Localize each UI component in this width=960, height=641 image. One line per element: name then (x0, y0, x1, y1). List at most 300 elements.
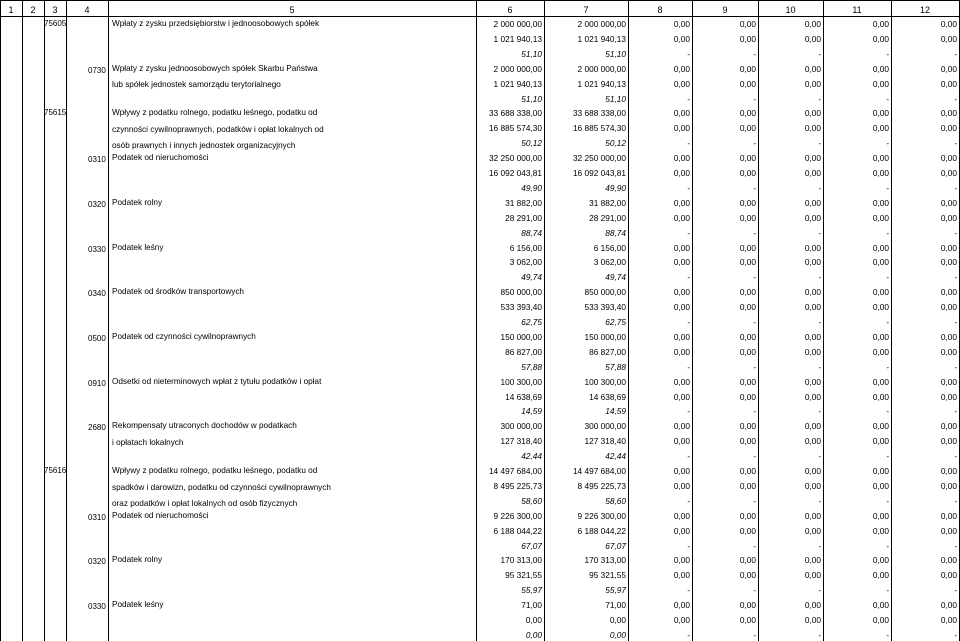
percent-value: - (687, 227, 690, 238)
percent-value: - (687, 361, 690, 372)
percent-value: 42,44 (605, 451, 626, 462)
percent-value: - (753, 495, 756, 506)
percent-value: 58,60 (521, 495, 542, 506)
row-description: oraz podatków i opłat lokalnych od osób fizycznych (112, 499, 298, 508)
execution-value: 0,00 (804, 302, 821, 313)
execution-value: 0,00 (940, 78, 957, 89)
percent-value: - (954, 227, 957, 238)
paragraph-code: 0320 (88, 199, 106, 209)
paragraph-code: 0330 (88, 244, 106, 254)
plan-value: 0,00 (739, 331, 756, 342)
execution-value: 0,00 (940, 615, 957, 625)
execution-value: 16 885 574,30 (572, 123, 626, 134)
percent-value: - (818, 93, 821, 104)
percent-value: 67,07 (605, 540, 626, 551)
plan-value: 0,00 (673, 153, 690, 164)
execution-value: 0,00 (804, 480, 821, 491)
execution-value: 3 062,00 (509, 257, 542, 268)
plan-value: 2 000 000,00 (493, 63, 542, 74)
execution-value: 0,00 (673, 391, 690, 402)
plan-value: 300 000,00 (584, 421, 626, 432)
percent-value: - (818, 406, 821, 417)
column-divider (22, 0, 23, 641)
percent-value: 42,44 (521, 451, 542, 462)
plan-value: 0,00 (739, 376, 756, 387)
plan-value: 0,00 (673, 466, 690, 476)
percent-value: - (954, 272, 957, 283)
percent-value: 51,10 (605, 93, 626, 104)
percent-value: - (753, 138, 756, 149)
execution-value: 16 885 574,30 (488, 123, 542, 134)
plan-value: 0,00 (940, 421, 957, 432)
plan-value: 31 882,00 (505, 197, 542, 208)
percent-value: - (954, 629, 957, 640)
execution-value: 0,00 (872, 78, 889, 89)
plan-value: 0,00 (804, 242, 821, 253)
execution-value: 0,00 (872, 391, 889, 402)
percent-value: 57,88 (521, 361, 542, 372)
percent-value: 62,75 (605, 317, 626, 327)
execution-value: 0,00 (673, 257, 690, 268)
execution-value: 0,00 (673, 302, 690, 313)
plan-value: 0,00 (673, 197, 690, 208)
plan-value: 33 688 338,00 (488, 108, 542, 119)
row-description: osób prawnych i innych jednostek organizacyjnych (112, 141, 296, 151)
percent-value: 88,74 (605, 227, 626, 238)
plan-value: 0,00 (739, 421, 756, 432)
execution-value: 127 318,40 (500, 436, 542, 447)
percent-value: 49,90 (521, 182, 542, 193)
plan-value: 170 313,00 (500, 555, 542, 566)
row-description: Podatek od nieruchomości (112, 510, 209, 520)
percent-value: - (886, 227, 889, 238)
column-header: 11 (852, 5, 862, 15)
row-description: i opłatach lokalnych (112, 437, 184, 447)
plan-value: 71,00 (605, 600, 626, 611)
percent-value: 58,60 (605, 495, 626, 506)
percent-value: 0,00 (609, 629, 626, 640)
execution-value: 0,00 (804, 615, 821, 625)
plan-value: 0,00 (739, 287, 756, 298)
plan-value: 100 300,00 (584, 376, 626, 387)
plan-value: 0,00 (673, 242, 690, 253)
percent-value: - (886, 182, 889, 193)
percent-value: 49,74 (521, 272, 542, 283)
execution-value: 0,00 (673, 525, 690, 536)
plan-value: 0,00 (739, 466, 756, 476)
plan-value: 0,00 (804, 63, 821, 74)
plan-value: 0,00 (872, 287, 889, 298)
plan-value: 850 000,00 (500, 287, 542, 298)
percent-value: 51,10 (521, 48, 542, 59)
paragraph-code: 0310 (88, 512, 106, 522)
percent-value: - (818, 182, 821, 193)
execution-value: 0,00 (739, 436, 756, 447)
plan-value: 0,00 (872, 63, 889, 74)
plan-value: 32 250 000,00 (572, 153, 626, 164)
execution-value: 0,00 (673, 123, 690, 134)
execution-value: 0,00 (872, 302, 889, 313)
plan-value: 31 882,00 (589, 197, 626, 208)
percent-value: - (687, 138, 690, 149)
percent-value: - (687, 182, 690, 193)
paragraph-code: 0310 (88, 155, 106, 165)
plan-value: 0,00 (673, 108, 690, 119)
percent-value: - (687, 48, 690, 59)
execution-value: 0,00 (804, 78, 821, 89)
percent-value: - (954, 138, 957, 149)
percent-value: - (818, 451, 821, 462)
column-header: 7 (583, 5, 589, 15)
row-description: Podatek od nieruchomości (112, 153, 209, 163)
execution-value: 0,00 (804, 33, 821, 44)
execution-value: 0,00 (739, 123, 756, 134)
percent-value: - (886, 317, 889, 327)
percent-value: - (886, 48, 889, 59)
percent-value: - (886, 406, 889, 417)
execution-value: 0,00 (739, 33, 756, 44)
column-divider (0, 0, 1, 641)
percent-value: - (954, 361, 957, 372)
plan-value: 6 156,00 (593, 242, 626, 253)
percent-value: 67,07 (521, 540, 542, 551)
execution-value: 0,00 (872, 212, 889, 223)
plan-value: 0,00 (804, 421, 821, 432)
execution-value: 0,00 (872, 257, 889, 268)
percent-value: - (753, 317, 756, 327)
execution-value: 0,00 (872, 615, 889, 625)
execution-value: 1 021 940,13 (577, 33, 626, 44)
percent-value: - (954, 495, 957, 506)
percent-value: 55,97 (605, 585, 626, 596)
execution-value: 0,00 (673, 436, 690, 447)
plan-value: 0,00 (739, 600, 756, 611)
column-header: 1 (8, 5, 14, 15)
paragraph-code: 0730 (88, 65, 106, 75)
plan-value: 0,00 (940, 510, 957, 521)
execution-value: 0,00 (804, 168, 821, 178)
paragraph-code: 0500 (88, 333, 106, 343)
plan-value: 0,00 (804, 287, 821, 298)
percent-value: - (687, 93, 690, 104)
percent-value: - (687, 451, 690, 462)
plan-value: 100 300,00 (500, 376, 542, 387)
execution-value: 0,00 (673, 615, 690, 625)
plan-value: 0,00 (940, 242, 957, 253)
percent-value: - (753, 227, 756, 238)
execution-value: 14 638,69 (505, 391, 542, 402)
plan-value: 0,00 (673, 19, 690, 29)
plan-value: 0,00 (673, 421, 690, 432)
plan-value: 0,00 (804, 466, 821, 476)
plan-value: 0,00 (940, 376, 957, 387)
execution-value: 0,00 (739, 212, 756, 223)
column-header: 9 (722, 5, 728, 15)
percent-value: - (818, 272, 821, 283)
percent-value: 62,75 (521, 317, 542, 327)
percent-value: - (818, 317, 821, 327)
execution-value: 95 321,55 (589, 570, 626, 581)
execution-value: 0,00 (739, 525, 756, 536)
plan-value: 32 250 000,00 (488, 153, 542, 164)
plan-value: 0,00 (673, 376, 690, 387)
execution-value: 0,00 (940, 33, 957, 44)
row-description: Podatek leśny (112, 242, 164, 252)
percent-value: - (687, 406, 690, 417)
plan-value: 0,00 (739, 242, 756, 253)
percent-value: - (886, 585, 889, 596)
execution-value: 0,00 (940, 391, 957, 402)
row-description: Wpływy z podatku rolnego, podatku leśnego, podatku od (112, 466, 318, 475)
plan-value: 0,00 (673, 600, 690, 611)
plan-value: 0,00 (940, 466, 957, 476)
execution-value: 0,00 (872, 168, 889, 178)
execution-value: 0,00 (940, 168, 957, 178)
percent-value: - (886, 629, 889, 640)
row-description: czynności cywilnoprawnych, podatków i opłat lokalnych od (112, 124, 324, 134)
percent-value: - (954, 540, 957, 551)
plan-value: 0,00 (804, 376, 821, 387)
row-description: Podatek rolny (112, 197, 163, 207)
plan-value: 0,00 (872, 600, 889, 611)
percent-value: 50,12 (521, 138, 542, 149)
row-description: Podatek leśny (112, 600, 164, 610)
execution-value: 0,00 (739, 570, 756, 581)
plan-value: 0,00 (872, 331, 889, 342)
plan-value: 0,00 (804, 108, 821, 119)
execution-value: 127 318,40 (584, 436, 626, 447)
execution-value: 86 827,00 (589, 346, 626, 357)
percent-value: - (753, 182, 756, 193)
plan-value: 2 000 000,00 (493, 19, 542, 29)
execution-value: 28 291,00 (589, 212, 626, 223)
plan-value: 0,00 (804, 197, 821, 208)
row-description: Podatek od środków transportowych (112, 287, 244, 297)
plan-value: 150 000,00 (500, 331, 542, 342)
execution-value: 0,00 (872, 33, 889, 44)
execution-value: 533 393,40 (500, 302, 542, 313)
plan-value: 0,00 (739, 555, 756, 566)
percent-value: - (687, 317, 690, 327)
execution-value: 0,00 (872, 570, 889, 581)
plan-value: 300 000,00 (500, 421, 542, 432)
plan-value: 71,00 (521, 600, 542, 611)
plan-value: 0,00 (872, 108, 889, 119)
column-header: 12 (919, 5, 930, 15)
execution-value: 0,00 (940, 123, 957, 134)
percent-value: - (954, 48, 957, 59)
plan-value: 0,00 (804, 555, 821, 566)
paragraph-code: 0910 (88, 378, 106, 388)
plan-value: 0,00 (940, 108, 957, 119)
plan-value: 0,00 (872, 19, 889, 29)
execution-value: 16 092 043,81 (488, 168, 542, 178)
plan-value: 0,00 (872, 376, 889, 387)
plan-value: 0,00 (940, 19, 957, 29)
plan-value: 6 156,00 (509, 242, 542, 253)
plan-value: 0,00 (940, 63, 957, 74)
column-header: 4 (84, 5, 90, 15)
execution-value: 0,00 (739, 346, 756, 357)
plan-value: 0,00 (739, 153, 756, 164)
execution-value: 0,00 (739, 615, 756, 625)
execution-value: 0,00 (872, 123, 889, 134)
percent-value: - (818, 138, 821, 149)
percent-value: 14,59 (521, 406, 542, 417)
percent-value: - (886, 540, 889, 551)
header-border (0, 16, 960, 17)
execution-value: 1 021 940,13 (493, 33, 542, 44)
execution-value: 533 393,40 (584, 302, 626, 313)
plan-value: 0,00 (940, 331, 957, 342)
plan-value: 0,00 (739, 63, 756, 74)
execution-value: 3 062,00 (593, 257, 626, 268)
plan-value: 0,00 (940, 287, 957, 298)
percent-value: - (753, 629, 756, 640)
plan-value: 0,00 (673, 331, 690, 342)
column-divider (823, 0, 824, 641)
execution-value: 95 321,55 (505, 570, 542, 581)
column-divider (66, 0, 67, 641)
percent-value: - (954, 317, 957, 327)
percent-value: 51,10 (605, 48, 626, 59)
percent-value: - (954, 182, 957, 193)
percent-value: 0,00 (525, 629, 542, 640)
percent-value: - (753, 272, 756, 283)
percent-value: 49,74 (605, 272, 626, 283)
plan-value: 0,00 (673, 555, 690, 566)
execution-value: 0,00 (804, 212, 821, 223)
execution-value: 1 021 940,13 (493, 78, 542, 89)
plan-value: 2 000 000,00 (577, 19, 626, 29)
execution-value: 6 188 044,22 (577, 525, 626, 536)
execution-value: 1 021 940,13 (577, 78, 626, 89)
plan-value: 0,00 (739, 197, 756, 208)
percent-value: - (886, 138, 889, 149)
execution-value: 0,00 (940, 480, 957, 491)
execution-value: 0,00 (673, 212, 690, 223)
plan-value: 170 313,00 (584, 555, 626, 566)
execution-value: 0,00 (739, 302, 756, 313)
execution-value: 0,00 (872, 436, 889, 447)
execution-value: 16 092 043,81 (572, 168, 626, 178)
execution-value: 0,00 (739, 78, 756, 89)
execution-value: 0,00 (804, 346, 821, 357)
column-header: 10 (785, 5, 796, 15)
percent-value: - (687, 585, 690, 596)
plan-value: 0,00 (872, 466, 889, 476)
plan-value: 0,00 (940, 197, 957, 208)
plan-value: 0,00 (940, 555, 957, 566)
column-header: 2 (30, 5, 36, 15)
percent-value: 88,74 (521, 227, 542, 238)
execution-value: 0,00 (673, 480, 690, 491)
plan-value: 14 497 684,00 (488, 466, 542, 476)
plan-value: 0,00 (673, 510, 690, 521)
execution-value: 8 495 225,73 (577, 480, 626, 491)
percent-value: - (886, 451, 889, 462)
execution-value: 0,00 (739, 168, 756, 178)
column-header: 8 (657, 5, 663, 15)
paragraph-code: 2680 (88, 423, 106, 433)
percent-value: - (753, 451, 756, 462)
execution-value: 0,00 (739, 480, 756, 491)
plan-value: 14 497 684,00 (572, 466, 626, 476)
percent-value: - (818, 495, 821, 506)
percent-value: - (818, 361, 821, 372)
execution-value: 0,00 (804, 525, 821, 536)
column-divider (891, 0, 892, 641)
plan-value: 0,00 (872, 197, 889, 208)
execution-value: 0,00 (673, 33, 690, 44)
percent-value: - (687, 540, 690, 551)
execution-value: 0,00 (804, 436, 821, 447)
row-description: Rekompensaty utraconych dochodów w podatkach (112, 421, 297, 431)
execution-value: 0,00 (804, 570, 821, 581)
execution-value: 0,00 (940, 525, 957, 536)
percent-value: - (818, 227, 821, 238)
execution-value: 0,00 (940, 346, 957, 357)
execution-value: 6 188 044,22 (493, 525, 542, 536)
percent-value: - (818, 48, 821, 59)
percent-value: - (753, 540, 756, 551)
percent-value: - (818, 585, 821, 596)
execution-value: 0,00 (739, 391, 756, 402)
column-divider (544, 0, 545, 641)
percent-value: - (753, 585, 756, 596)
column-divider (44, 0, 45, 641)
column-header: 5 (289, 5, 295, 15)
plan-value: 0,00 (804, 600, 821, 611)
execution-value: 0,00 (804, 391, 821, 402)
column-divider (692, 0, 693, 641)
paragraph-code: 0340 (88, 289, 106, 299)
paragraph-code: 0330 (88, 602, 106, 612)
row-description: lub spółek jednostek samorządu terytorialnego (112, 80, 281, 90)
percent-value: - (886, 361, 889, 372)
plan-value: 9 226 300,00 (577, 510, 626, 521)
column-divider (628, 0, 629, 641)
execution-value: 0,00 (609, 615, 626, 625)
percent-value: - (954, 93, 957, 104)
column-divider (108, 0, 109, 641)
percent-value: - (954, 406, 957, 417)
plan-value: 0,00 (940, 600, 957, 611)
percent-value: - (886, 93, 889, 104)
plan-value: 33 688 338,00 (572, 108, 626, 119)
percent-value: - (753, 406, 756, 417)
plan-value: 0,00 (804, 19, 821, 29)
row-description: spadków i darowizn, podatku od czynności cywilnoprawnych (112, 482, 331, 492)
execution-value: 0,00 (940, 436, 957, 447)
percent-value: 49,90 (605, 182, 626, 193)
plan-value: 0,00 (673, 287, 690, 298)
section-code: 75616 (44, 466, 67, 475)
percent-value: 57,88 (605, 361, 626, 372)
header-border (0, 0, 960, 1)
plan-value: 0,00 (872, 242, 889, 253)
percent-value: - (687, 272, 690, 283)
plan-value: 9 226 300,00 (493, 510, 542, 521)
column-header: 3 (52, 5, 58, 15)
percent-value: - (886, 272, 889, 283)
percent-value: - (886, 495, 889, 506)
plan-value: 0,00 (872, 510, 889, 521)
percent-value: 50,12 (605, 138, 626, 149)
row-description: Wpłaty z zysku przedsiębiorstw i jednoosobowych spółek (112, 19, 320, 28)
execution-value: 86 827,00 (505, 346, 542, 357)
plan-value: 0,00 (739, 510, 756, 521)
